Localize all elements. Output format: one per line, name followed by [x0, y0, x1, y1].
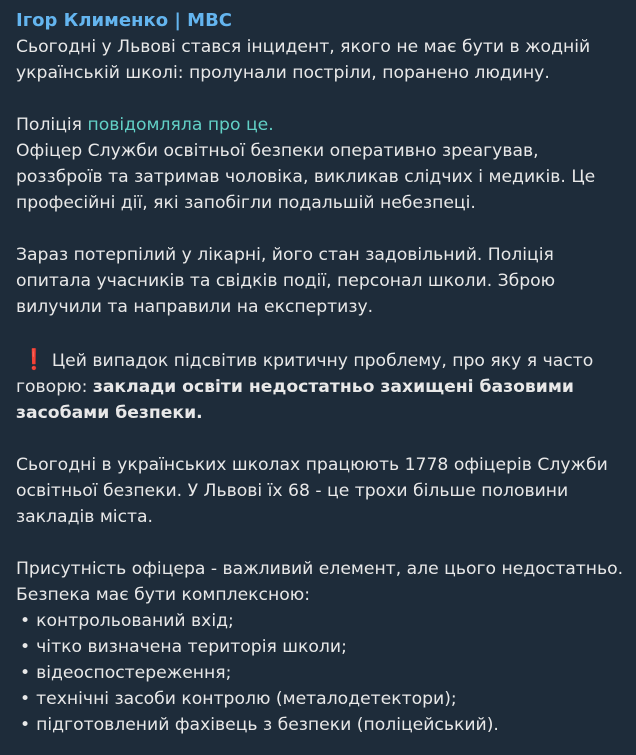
- bullet-icon: •: [20, 611, 31, 631]
- list-item: [16, 686, 624, 712]
- paragraph-officers-count: Сьогодні в українських школах працюють 1778 офіцерів Служби освітньої безпеки. У Львові їх 68 - це трохи більше половини закладів міста.: [16, 455, 608, 527]
- bullet-icon: •: [20, 715, 31, 735]
- security-measures-list: [16, 608, 624, 738]
- problem-text: Цей випадок підсвітив критичну проблему, про яку я часто говорю:: [16, 351, 594, 397]
- paragraph-officer: Офіцер Служби освітньої безпеки оперативно зреагував, роззброїв та затримав чоловіка, викликав слідчих і медиків. Це професійні дії, які запобігли подальшій небезпеці.: [16, 141, 596, 213]
- paragraph-victim: Зараз потерпілий у лікарні, його стан задовільний. Поліція опитала учасників та свідків події, персонал школи. Зброю вилучили та направили на експертизу.: [16, 245, 556, 317]
- paragraph-complex-security: Присутність офіцера - важливий елемент, але цього недостатньо. Безпека має бути комплексною:: [16, 559, 624, 605]
- list-item: [16, 660, 624, 686]
- paragraph-gap: [16, 426, 624, 452]
- paragraph-gap: [16, 320, 624, 346]
- list-item: [16, 712, 624, 738]
- problem-bold-text: заклади освіти недостатньо захищені базовими засобами безпеки.: [16, 377, 574, 423]
- list-item: [16, 608, 624, 634]
- bullet-icon: •: [20, 689, 31, 709]
- police-report-link[interactable]: повідомляла про це.: [87, 115, 274, 135]
- list-item-text: чітко визначена територія школи;: [36, 637, 347, 657]
- police-prefix: Поліція: [16, 115, 88, 135]
- paragraph-incident: Сьогодні у Львові стався інцидент, якого не має бути в жодній українській школі: пролунали постріли, поранено людину.: [16, 37, 591, 83]
- paragraph-gap: [16, 216, 624, 242]
- message-author[interactable]: Ігор Клименко | МВС: [16, 10, 233, 31]
- list-item-text: відеоспостереження;: [36, 663, 232, 683]
- list-item-text: підготовлений фахівець з безпеки (поліцейський).: [36, 715, 499, 735]
- paragraph-gap: [16, 530, 624, 556]
- bullet-icon: •: [20, 637, 31, 657]
- paragraph-problem: [16, 346, 624, 426]
- paragraph-police: [16, 112, 624, 138]
- list-item: [16, 634, 624, 660]
- bullet-icon: •: [20, 663, 31, 683]
- exclamation-icon: ❗: [21, 347, 47, 371]
- list-item-text: контрольований вхід;: [36, 611, 234, 631]
- paragraph-gap: [16, 86, 624, 112]
- list-item-text: технічні засоби контролю (металодетектори);: [36, 689, 457, 709]
